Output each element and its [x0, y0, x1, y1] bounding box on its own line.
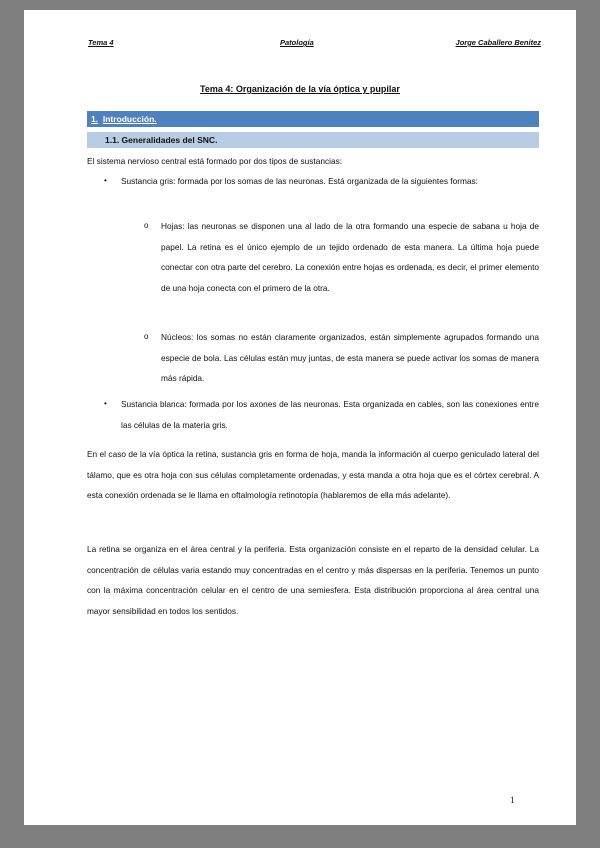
subsection-heading: 1.1. Generalidades del SNC.: [87, 132, 539, 148]
section-label: Introducción.: [102, 114, 157, 124]
header-left: Tema 4: [88, 38, 114, 47]
paragraph-retina: La retina se organiza en el área central y la periferia. Esta organización consiste en el reparto de la densidad celular. La concentración de células varia estando muy concentradas en el centro y más dispersas en la periferia. Tenemos un punto con la máxima concentración celular en el centro de una semiesfera. Esta distribución proporciona al área central una mayor sensibilidad en todos los sentidos.: [87, 544, 539, 616]
bullet-sustancia-gris: Sustancia gris: formada por los somas de las neuronas. Está organizada de la siguientes formas:: [121, 176, 478, 186]
sub-item-hojas: Hojas: las neuronas se disponen una al lado de la otra formando una especie de sabana u hoja de papel. La retina es el único ejemplo de un tejido ordenado de esta manera. La última hoja puede conectar con otra parte del cerebro. La conexión entre hojas es ordenada, es decir, el primer elemento de una hoja conecta con el primero de la otra.: [161, 221, 539, 293]
page-title: Tema 4: Organización de la vía óptica y pupilar: [200, 84, 400, 94]
sub-marker-hojas: o: [144, 221, 149, 230]
sub-item-nucleos: Núcleos: los somas no están claramente organizados, están simplemente agrupados formando una especie de bola. Las células están muy juntas, de esta manera se puede activar los somas de manera más rápida.: [161, 332, 539, 383]
bullet-marker-blanca: •: [104, 399, 107, 408]
sub-marker-nucleos: o: [144, 332, 149, 341]
section-number: 1.: [91, 114, 99, 124]
section-heading: [87, 111, 539, 127]
page-number: 1: [510, 795, 515, 805]
paragraph-via-optica: En el caso de la vía óptica la retina, sustancia gris en forma de hoja, manda la información al cuerpo geniculado lateral del tálamo, que es otra hoja con sus células completamente ordenadas, y esta manda a otra hoja que es el córtex cerebral. A esta conexión ordenada se le llama en oftalmología retinotopía (hablaremos de ella más adelante).: [87, 449, 539, 500]
document-page: [24, 10, 576, 825]
bullet-marker-gris: •: [104, 176, 107, 185]
header-right: Jorge Caballero Benítez: [455, 38, 541, 47]
header-center: Patología: [280, 38, 314, 47]
intro-paragraph: El sistema nervioso central está formado por dos tipos de sustancias:: [87, 156, 343, 166]
bullet-sustancia-blanca: Sustancia blanca: formada por los axones de las neuronas. Esta organizada en cables, son las conexiones entre las células de la materia gris.: [121, 399, 539, 430]
